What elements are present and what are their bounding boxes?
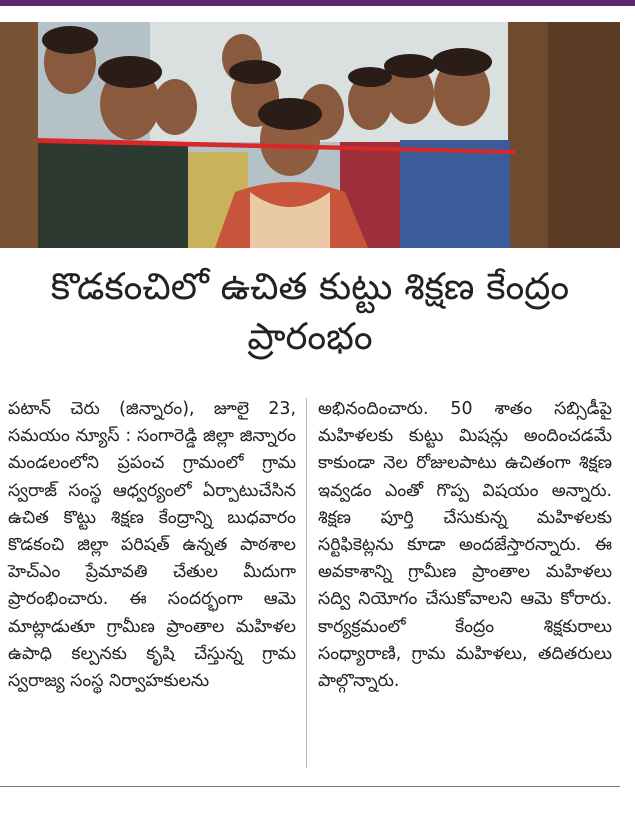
bottom-rule (0, 786, 620, 787)
column-divider (306, 398, 307, 768)
article-paragraph-1: పటాన్ చెరు (జిన్నారం), జూలై 23, సమయం న్యూస్ : సంగారెడ్డి జిల్లా జిన్నారం మండలంలోని ప్రపంచ గ్రామంలో గ్రామ స్వరాజ్ సంస్థ ఆధ్వర్యంలో ఏర్పాటుచేసిన ఉచిత కొట్టు శిక్షణ కేంద్రాన్ని బుధవారం కొడకంచి జిల్లా పరిషత్ ఉన్నత పాఠశాల హెచ్ఎం ప్రేమావతి చేతుల మీదుగా ప్రారంభించారు. ఈ సందర్భంగా ఆమె మాట్లాడుతూ గ్రామీణ ప్రాంతాల మహిళల ఉపాధి కల్పనకు కృషి చేస్తున్న గ్రామ స్వరాజ్య సంస్థ నిర్వాహకులను (8, 399, 296, 692)
news-photo (0, 22, 620, 248)
headline-line-1: కొడకంచిలో ఉచిత కుట్టు శిక్షణ కేంద్రం (50, 265, 570, 308)
article-paragraph-2: అభినందించారు. 50 శాతం సబ్సిడీపై మహిళలకు కుట్టు మిషన్లు అందించడమే కాకుండా నెల రోజులపాటు ఉచితంగా శిక్షణ ఇవ్వడం ఎంతో గొప్ప విషయం అన్నారు. శిక్షణ పూర్తి చేసుకున్న మహిళలకు సర్టిఫికెట్లను కూడా అందజేస్తారన్నారు. ఈ అవకాశాన్ని గ్రామీణ ప్రాంతాల మహిళలు సద్వి నియోగం చేసుకోవాలని ఆమె కోరారు. కార్యక్రమంలో కేంద్రం శిక్షకురాలు సంధ్యారాణి, గ్రామ మహిళలు, తదితరులు పాల్గొన్నారు. (318, 399, 612, 692)
article-column-1 (8, 396, 296, 695)
headline (0, 262, 620, 362)
left-door-frame (0, 22, 38, 248)
top-rule (0, 0, 635, 6)
photo-illustration (0, 22, 620, 248)
article-column-2 (318, 396, 612, 695)
headline-line-2: ప్రారంభం (247, 315, 373, 358)
